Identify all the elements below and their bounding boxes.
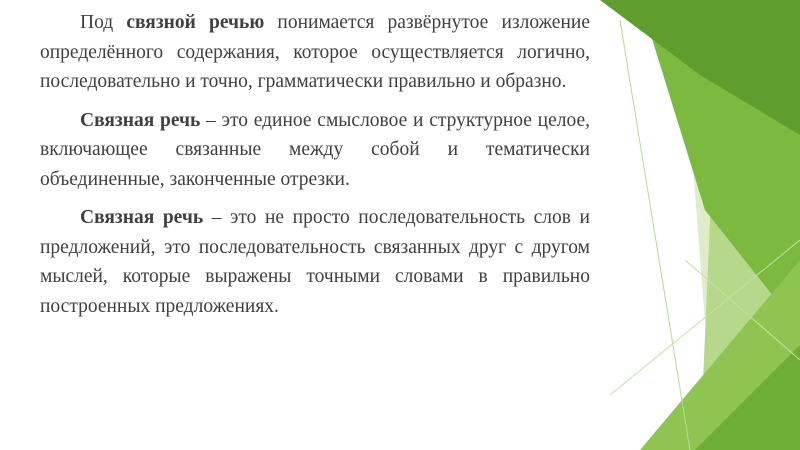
para3-term: Связная речь: [80, 207, 204, 228]
definition-paragraph-3: [40, 203, 590, 321]
para2-text: – это единое смысловое и структурное целое, включающее связанные между собой и тематически объединенные, законченные отрезки.: [40, 109, 590, 190]
definition-paragraph-2: [40, 106, 590, 195]
definition-paragraph-1: [40, 8, 590, 97]
para2-term: Связная речь: [80, 109, 201, 131]
para1-text-2: понимается развёрнутое изложение определённого содержания, которое осуществляется логично, последовательно и точно, грамматически правильно и образно.: [40, 12, 590, 92]
para1-text-1: Под: [80, 12, 127, 33]
text-block: [40, 8, 590, 330]
para1-term: связной речью: [126, 12, 265, 33]
para3-text: – это не просто последовательность слов и предложений, это последовательность связанных друг с другом мыслей, которые выражены точными словами в правильно построенных предложениях.: [40, 207, 590, 317]
